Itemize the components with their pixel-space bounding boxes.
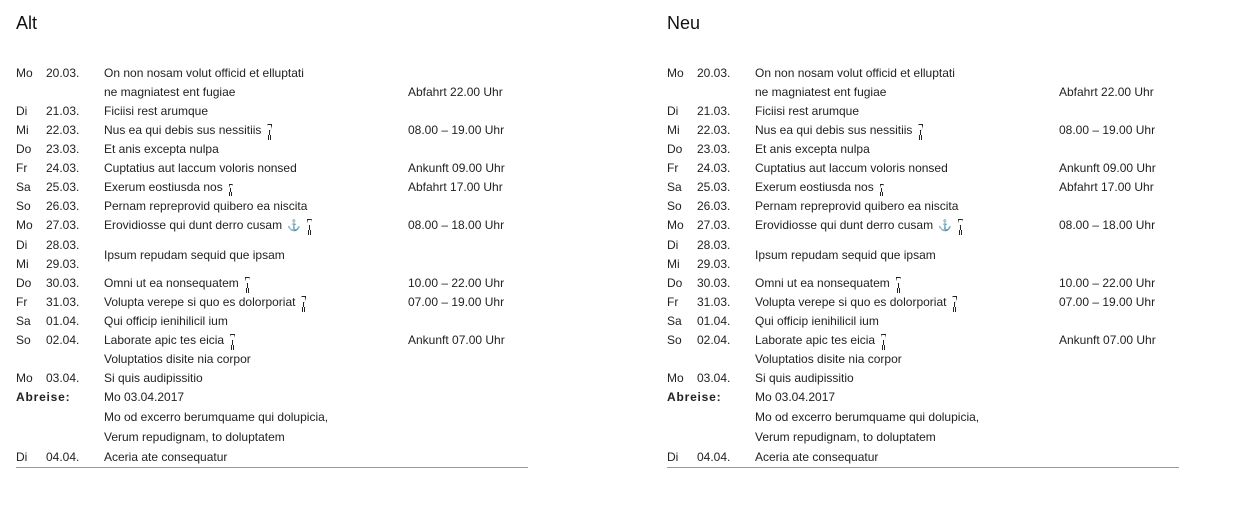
description-cell (104, 197, 408, 216)
date-cell: 27.03. (697, 218, 731, 232)
date-cell: 23.03. (46, 142, 80, 156)
date-cell: 28.03. (697, 238, 731, 252)
description-text: On non nosam volut officid et elluptati (104, 66, 304, 80)
day-cell-group (16, 236, 46, 274)
time-cell: Ankunft 07.00 Uhr (408, 333, 505, 347)
itinerary-table (667, 64, 1179, 468)
description-text: Ficiisi rest arumque (755, 104, 860, 118)
date-cell: 23.03. (697, 142, 731, 156)
day-cell: Fr (667, 161, 679, 175)
itinerary-row (667, 140, 1179, 159)
date-cell: 25.03. (46, 180, 80, 194)
description-text: Nus ea qui debis sus nessitiis (755, 123, 913, 137)
day-cell: Mo (16, 218, 33, 232)
description-cell (104, 274, 408, 293)
date-cell (697, 83, 755, 102)
itinerary-row (16, 159, 528, 178)
description-text: Et anis excepta nulpa (755, 142, 870, 156)
description-text: Nus ea qui debis sus nessitiis (104, 123, 262, 137)
itinerary-row (667, 102, 1179, 121)
time-cell (408, 140, 528, 159)
time-cell: Ankunft 07.00 Uhr (1059, 333, 1156, 347)
day-cell: Mi (667, 123, 680, 137)
time-cell (408, 64, 528, 83)
itinerary-row (16, 197, 528, 216)
description-text: Exerum eostiusda nos (755, 180, 874, 194)
itinerary-row (667, 216, 1179, 236)
date-cell: 27.03. (46, 218, 80, 232)
departure-block (667, 388, 1179, 447)
description-text: ne magniatest ent fugiae (104, 85, 236, 99)
description-cell (104, 293, 408, 312)
day-cell: Mi (16, 257, 29, 271)
day-cell: Do (667, 276, 683, 290)
itinerary-row-group (667, 236, 1179, 274)
wine-glass-icon (881, 334, 886, 346)
day-cell: Sa (667, 314, 682, 328)
itinerary-row (667, 293, 1179, 312)
day-cell: Fr (667, 295, 679, 309)
itinerary-panel-old (16, 10, 528, 468)
itinerary-row (16, 331, 528, 350)
itinerary-row (667, 159, 1179, 178)
itinerary-row (667, 197, 1179, 216)
day-cell: Mo (667, 66, 684, 80)
day-cell: Do (667, 142, 683, 156)
itinerary-row (667, 178, 1179, 197)
description-text: Laborate apic tes eicia (104, 333, 225, 347)
time-cell (408, 447, 528, 467)
itinerary-row (16, 140, 528, 159)
wine-glass-icon (245, 277, 250, 289)
description-text: Laborate apic tes eicia (755, 333, 876, 347)
description-text: Omni ut ea nonsequatem (755, 276, 890, 290)
time-cell (408, 102, 528, 121)
day-cell: Mo (667, 371, 684, 385)
time-cell: Abfahrt 22.00 Uhr (408, 85, 503, 99)
itinerary-row (667, 369, 1179, 388)
wine-glass-icon (952, 296, 957, 308)
time-cell (408, 197, 528, 216)
date-cell: 03.04. (46, 371, 80, 385)
description-text: Pernam repreprovid quibero ea niscita (104, 199, 308, 213)
description-cell (104, 331, 408, 350)
itinerary-row (16, 447, 528, 467)
time-cell (408, 312, 528, 331)
description-text: Erovidiosse qui dunt derro cusam (104, 218, 283, 232)
time-cell (1059, 447, 1179, 467)
day-cell: Do (16, 276, 32, 290)
date-cell-group (46, 236, 104, 274)
time-cell: Abfahrt 17.00 Uhr (1059, 180, 1154, 194)
date-cell (697, 350, 755, 369)
description-cell (104, 140, 408, 159)
itinerary-row (16, 102, 528, 121)
description-text: Aceria ate consequatur (755, 450, 879, 464)
date-cell: 22.03. (46, 123, 80, 137)
itinerary-row (667, 447, 1179, 467)
description-cell (104, 447, 408, 467)
departure-line: Verum repudignam, to doluptatem (755, 430, 936, 444)
time-cell (1059, 64, 1179, 83)
description-cell (104, 64, 408, 83)
date-cell: 30.03. (46, 276, 80, 290)
description-text: Exerum eostiusda nos (104, 180, 223, 194)
time-cell: Abfahrt 17.00 Uhr (408, 180, 503, 194)
description-text: Volupta verepe si quo es dolorporiat (755, 295, 947, 309)
day-cell: Sa (16, 314, 31, 328)
description-cell (755, 64, 1059, 83)
panel-title: Alt (16, 13, 38, 33)
anchor-icon: ⚓ (938, 220, 952, 232)
description-text: Ipsum repudam sequid que ipsam (755, 247, 936, 262)
date-cell (46, 83, 104, 102)
description-cell (104, 350, 408, 369)
description-cell (755, 447, 1059, 467)
day-cell: Sa (667, 180, 682, 194)
departure-line: Mo 03.04.2017 (755, 390, 836, 404)
description-cell (755, 236, 1059, 274)
departure-details (104, 388, 528, 447)
date-cell (46, 350, 104, 369)
description-text: Volupta verepe si quo es dolorporiat (104, 295, 296, 309)
day-cell: So (667, 333, 682, 347)
date-cell: 31.03. (697, 295, 731, 309)
time-cell (1059, 197, 1179, 216)
itinerary-row (16, 312, 528, 331)
date-cell: 04.04. (697, 450, 731, 464)
description-cell (755, 197, 1059, 216)
date-cell: 28.03. (46, 238, 80, 252)
wine-glass-icon (267, 124, 272, 136)
description-text: Voluptatios disite nia corpor (104, 352, 251, 366)
description-cell (755, 178, 1059, 197)
description-cell (755, 121, 1059, 140)
time-cell: 07.00 – 19.00 Uhr (1059, 295, 1156, 309)
date-cell: 22.03. (697, 123, 731, 137)
time-cell: Abfahrt 22.00 Uhr (1059, 85, 1154, 99)
day-cell (16, 83, 46, 102)
date-cell: 02.04. (46, 333, 80, 347)
departure-details (755, 388, 1179, 447)
time-cell (1059, 102, 1179, 121)
description-cell (755, 274, 1059, 293)
wine-glass-icon (896, 277, 901, 289)
description-text: Et anis excepta nulpa (104, 142, 219, 156)
description-cell (755, 83, 1059, 102)
description-text: Qui officip ienihilicil ium (755, 314, 879, 328)
itinerary-table (16, 64, 528, 468)
day-cell: So (667, 199, 682, 213)
time-cell: 10.00 – 22.00 Uhr (408, 276, 505, 290)
day-cell (16, 350, 46, 369)
itinerary-row (16, 293, 528, 312)
day-cell: Di (667, 450, 679, 464)
description-cell (104, 102, 408, 121)
itinerary-row (667, 312, 1179, 331)
description-cell (755, 216, 1059, 236)
description-cell (104, 178, 408, 197)
day-cell: Mi (16, 123, 29, 137)
time-cell: Ankunft 09.00 Uhr (1059, 161, 1156, 175)
wine-glass-icon (230, 334, 235, 346)
itinerary-row (16, 216, 528, 236)
day-cell: Di (667, 104, 679, 118)
itinerary-row (667, 64, 1179, 83)
day-cell (667, 83, 697, 102)
itinerary-row (16, 64, 528, 83)
date-cell: 04.04. (46, 450, 80, 464)
description-cell (104, 369, 408, 388)
time-cell (1059, 369, 1179, 388)
description-text: Cuptatius aut laccum voloris nonsed (755, 161, 948, 175)
description-cell (104, 159, 408, 178)
departure-line: Mo od excerro berumquame qui dolupicia, (755, 410, 980, 424)
description-cell (755, 293, 1059, 312)
day-cell: Di (16, 450, 28, 464)
day-cell: Di (667, 238, 679, 252)
date-cell: 25.03. (697, 180, 731, 194)
description-cell (755, 369, 1059, 388)
description-text: ne magniatest ent fugiae (755, 85, 887, 99)
small-glass-icon (880, 184, 884, 193)
day-cell: Do (16, 142, 32, 156)
date-cell: 30.03. (697, 276, 731, 290)
description-text: Si quis audipissitio (104, 371, 203, 385)
date-cell: 21.03. (697, 104, 731, 118)
date-cell: 20.03. (697, 66, 731, 80)
wine-glass-icon (307, 219, 312, 231)
date-cell: 29.03. (697, 257, 731, 271)
description-cell (755, 159, 1059, 178)
description-cell (755, 350, 1059, 369)
wine-glass-icon (918, 124, 923, 136)
time-cell (1059, 312, 1179, 331)
day-cell: Fr (16, 295, 28, 309)
description-text: Cuptatius aut laccum voloris nonsed (104, 161, 297, 175)
time-cell (408, 236, 528, 274)
description-cell (755, 102, 1059, 121)
description-cell (104, 236, 408, 274)
description-text: On non nosam volut officid et elluptati (755, 66, 955, 80)
time-cell (1059, 140, 1179, 159)
description-cell (755, 140, 1059, 159)
description-cell (755, 312, 1059, 331)
description-text: Omni ut ea nonsequatem (104, 276, 239, 290)
description-text: Pernam repreprovid quibero ea niscita (755, 199, 959, 213)
time-cell: 08.00 – 19.00 Uhr (1059, 123, 1156, 137)
itinerary-row (667, 331, 1179, 350)
date-cell: 03.04. (697, 371, 731, 385)
description-text: Ipsum repudam sequid que ipsam (104, 247, 285, 262)
time-cell (408, 369, 528, 388)
itinerary-row (667, 121, 1179, 140)
description-text: Aceria ate consequatur (104, 450, 228, 464)
date-cell: 21.03. (46, 104, 80, 118)
itinerary-panel-new (667, 10, 1179, 468)
description-text: Erovidiosse qui dunt derro cusam (755, 218, 934, 232)
itinerary-row (667, 350, 1179, 369)
itinerary-row (667, 83, 1179, 102)
day-cell: So (16, 199, 31, 213)
description-text: Qui officip ienihilicil ium (104, 314, 228, 328)
day-cell: So (16, 333, 31, 347)
departure-block (16, 388, 528, 447)
departure-line: Mo 03.04.2017 (104, 390, 185, 404)
day-cell: Sa (16, 180, 31, 194)
anchor-icon: ⚓ (287, 220, 301, 232)
day-cell: Mo (16, 66, 33, 80)
date-cell: 24.03. (697, 161, 731, 175)
day-cell: Mo (16, 371, 33, 385)
itinerary-row (16, 369, 528, 388)
time-cell (1059, 236, 1179, 274)
date-cell: 24.03. (46, 161, 80, 175)
day-cell: Mi (667, 257, 680, 271)
departure-line: Mo od excerro berumquame qui dolupicia, (104, 410, 329, 424)
description-cell (755, 331, 1059, 350)
day-cell: Mo (667, 218, 684, 232)
day-cell: Di (16, 104, 28, 118)
panel-title: Neu (667, 13, 701, 33)
description-text: Si quis audipissitio (755, 371, 854, 385)
itinerary-row (16, 350, 528, 369)
day-cell: Fr (16, 161, 28, 175)
date-cell: 01.04. (46, 314, 80, 328)
time-cell: 08.00 – 18.00 Uhr (408, 218, 505, 232)
description-cell (104, 312, 408, 331)
itinerary-row (16, 274, 528, 293)
date-cell: 29.03. (46, 257, 80, 271)
departure-line: Verum repudignam, to doluptatem (104, 430, 285, 444)
date-cell: 02.04. (697, 333, 731, 347)
description-cell (104, 216, 408, 236)
itinerary-row (16, 178, 528, 197)
date-cell: 26.03. (46, 199, 80, 213)
time-cell (1059, 350, 1179, 369)
date-cell: 31.03. (46, 295, 80, 309)
day-cell: Di (16, 238, 28, 252)
description-text: Ficiisi rest arumque (104, 104, 209, 118)
description-cell (104, 83, 408, 102)
time-cell: 10.00 – 22.00 Uhr (1059, 276, 1156, 290)
wine-glass-icon (301, 296, 306, 308)
description-cell (104, 121, 408, 140)
itinerary-row-group (16, 236, 528, 274)
time-cell: Ankunft 09.00 Uhr (408, 161, 505, 175)
itinerary-row (667, 274, 1179, 293)
itinerary-row (16, 83, 528, 102)
time-cell (408, 350, 528, 369)
wine-glass-icon (958, 219, 963, 231)
time-cell: 07.00 – 19.00 Uhr (408, 295, 505, 309)
small-glass-icon (229, 184, 233, 193)
date-cell-group (697, 236, 755, 274)
itinerary-row (16, 121, 528, 140)
day-cell-group (667, 236, 697, 274)
time-cell: 08.00 – 18.00 Uhr (1059, 218, 1156, 232)
description-text: Voluptatios disite nia corpor (755, 352, 902, 366)
departure-label: Abreise: (16, 390, 71, 404)
date-cell: 26.03. (697, 199, 731, 213)
date-cell: 20.03. (46, 66, 80, 80)
day-cell (667, 350, 697, 369)
time-cell: 08.00 – 19.00 Uhr (408, 123, 505, 137)
date-cell: 01.04. (697, 314, 731, 328)
departure-label: Abreise: (667, 390, 722, 404)
